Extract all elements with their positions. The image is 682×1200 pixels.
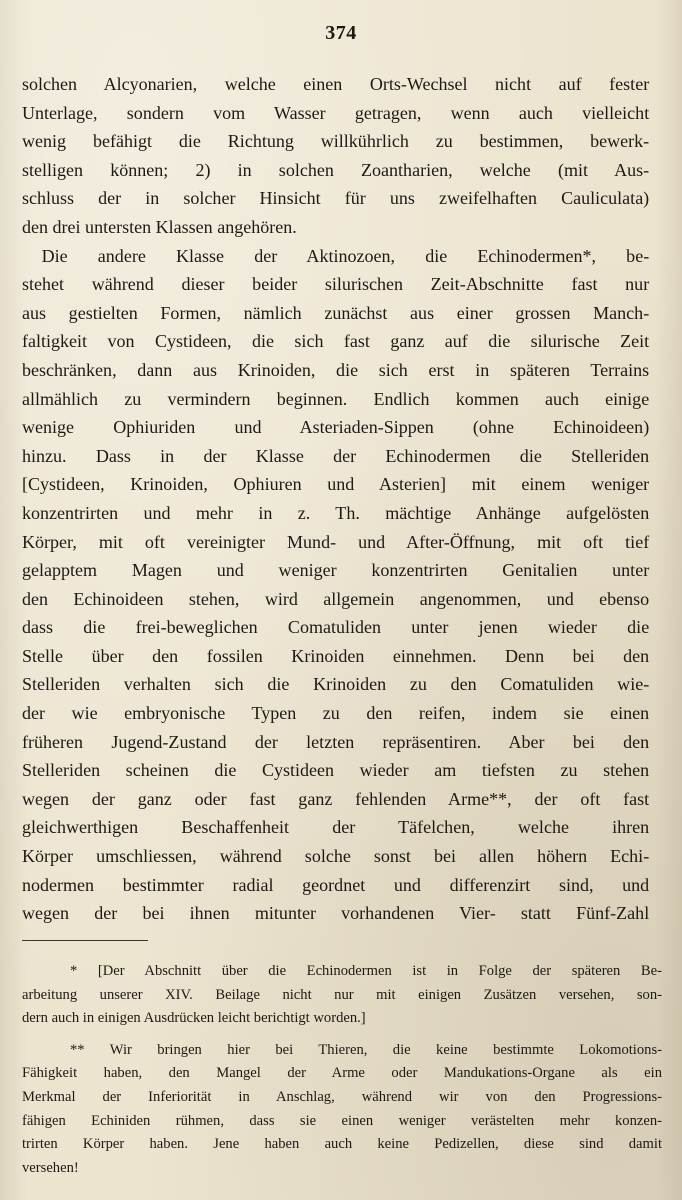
footnote-gap bbox=[22, 1031, 662, 1039]
footnote-line: versehen! bbox=[22, 1159, 79, 1176]
text-line: hinzu. Dass in der Klasse der Echinodermen die Stelleriden bbox=[22, 445, 650, 466]
footnote-line: Merkmal der Inferiorität in Anschlag, während wir von den Progressions- bbox=[22, 1088, 662, 1105]
text-line: den drei untersten Klassen angehören. bbox=[22, 216, 297, 237]
text-line: stelligen können; 2) in solchen Zoantharien, welche (mit Aus- bbox=[22, 159, 650, 180]
text-line: früheren Jugend-Zustand der letzten repräsentiren. Aber bei den bbox=[22, 731, 650, 752]
text-line: gelapptem Magen und weniger konzentrirten Genitalien unter bbox=[22, 560, 650, 581]
footnote-line: trirten Körper haben. Jene haben auch keine Pedizellen, diese sind damit bbox=[22, 1136, 662, 1153]
text-line: Unterlage, sondern vom Wasser getragen, wenn auch vielleicht bbox=[22, 102, 650, 123]
text-line: beschränken, dann aus Krinoiden, die sich erst in späteren Terrains bbox=[22, 359, 650, 380]
text-line: wegen der bei ihnen mitunter vorhandenen Vier- statt Fünf-Zahl bbox=[22, 903, 650, 924]
footnote-line: arbeitung unserer XIV. Beilage nicht nur mit einigen Zusätzen versehen, son- bbox=[22, 986, 662, 1003]
text-line: schluss der in solcher Hinsicht für uns zweifelhaften Cauliculata) bbox=[22, 188, 650, 209]
text-line: der wie embryonische Typen zu den reifen, indem sie einen bbox=[22, 703, 650, 724]
text-line: Körper, mit oft vereinigter Mund- und After-Öffnung, mit oft tief bbox=[22, 531, 650, 552]
footnote-line: * [Der Abschnitt über die Echinodermen ist in Folge der späteren Be- bbox=[70, 963, 662, 979]
text-line: solchen Alcyonarien, welche einen Orts-Wechsel nicht auf fester bbox=[22, 74, 650, 94]
text-line: Stelleriden scheinen die Cystideen wieder am tiefsten zu stehen bbox=[22, 760, 650, 781]
footnote-line: Fähigkeit haben, den Mangel der Arme oder Mandukations-Organe als ein bbox=[22, 1065, 662, 1082]
text-line: allmählich zu vermindern beginnen. Endlich kommen auch einige bbox=[22, 388, 650, 409]
text-line: gleichwerthigen Beschaffenheit der Täfelchen, welche ihren bbox=[22, 817, 650, 838]
text-line: faltigkeit von Cystideen, die sich fast ganz auf die silurische Zeit bbox=[22, 331, 650, 352]
text-line: [Cystideen, Krinoiden, Ophiuren und Asterien] mit einem weniger bbox=[22, 474, 650, 495]
footnotes bbox=[22, 960, 662, 1180]
footnote-separator bbox=[22, 940, 148, 941]
text-line: stehet während dieser beider silurischen Zeit-Abschnitte fast nur bbox=[22, 274, 650, 295]
text-line: wegen der ganz oder fast ganz fehlenden Arme**, der oft fast bbox=[22, 788, 650, 809]
text-line: wenig befähigt die Richtung willkührlich zu bestimmen, bewerk- bbox=[22, 131, 650, 152]
text-line: Körper umschliessen, während solche sonst bei allen höhern Echi- bbox=[22, 846, 650, 867]
text-line: aus gestielten Formen, nämlich zunächst aus einer grossen Manch- bbox=[22, 302, 650, 323]
text-line: Die andere Klasse der Aktinozoen, die Echinodermen*, be- bbox=[41, 245, 650, 266]
footnote bbox=[22, 1039, 662, 1181]
text-line: Stelle über den fossilen Krinoiden einnehmen. Denn bei den bbox=[22, 645, 650, 666]
footnote-line: fähigen Echiniden rühmen, dass sie einen weniger verästelten mehr konzen- bbox=[22, 1112, 662, 1129]
text-line: den Echinoideen stehen, wird allgemein angenommen, und ebenso bbox=[22, 588, 650, 609]
footnote-line: ** Wir bringen hier bei Thieren, die keine bestimmte Lokomotions- bbox=[70, 1041, 662, 1058]
text-line: konzentrirten und mehr in z. Th. mächtige Anhänge aufgelösten bbox=[22, 502, 650, 523]
main-text bbox=[22, 70, 662, 928]
text-line: nodermen bestimmter radial geordnet und differenzirt sind, und bbox=[22, 874, 650, 895]
footnote bbox=[22, 960, 662, 1031]
text-line: Stelleriden verhalten sich die Krinoiden zu den Comatuliden wie- bbox=[22, 674, 650, 695]
page-number: 374 bbox=[325, 22, 357, 44]
text-line: dass die frei-beweglichen Comatuliden unter jenen wieder die bbox=[22, 617, 650, 638]
footnote-line: dern auch in einigen Ausdrücken leicht berichtigt worden.] bbox=[22, 1010, 366, 1027]
text-line: wenige Ophiuriden und Asteriaden-Sippen (ohne Echinoideen) bbox=[22, 417, 650, 438]
